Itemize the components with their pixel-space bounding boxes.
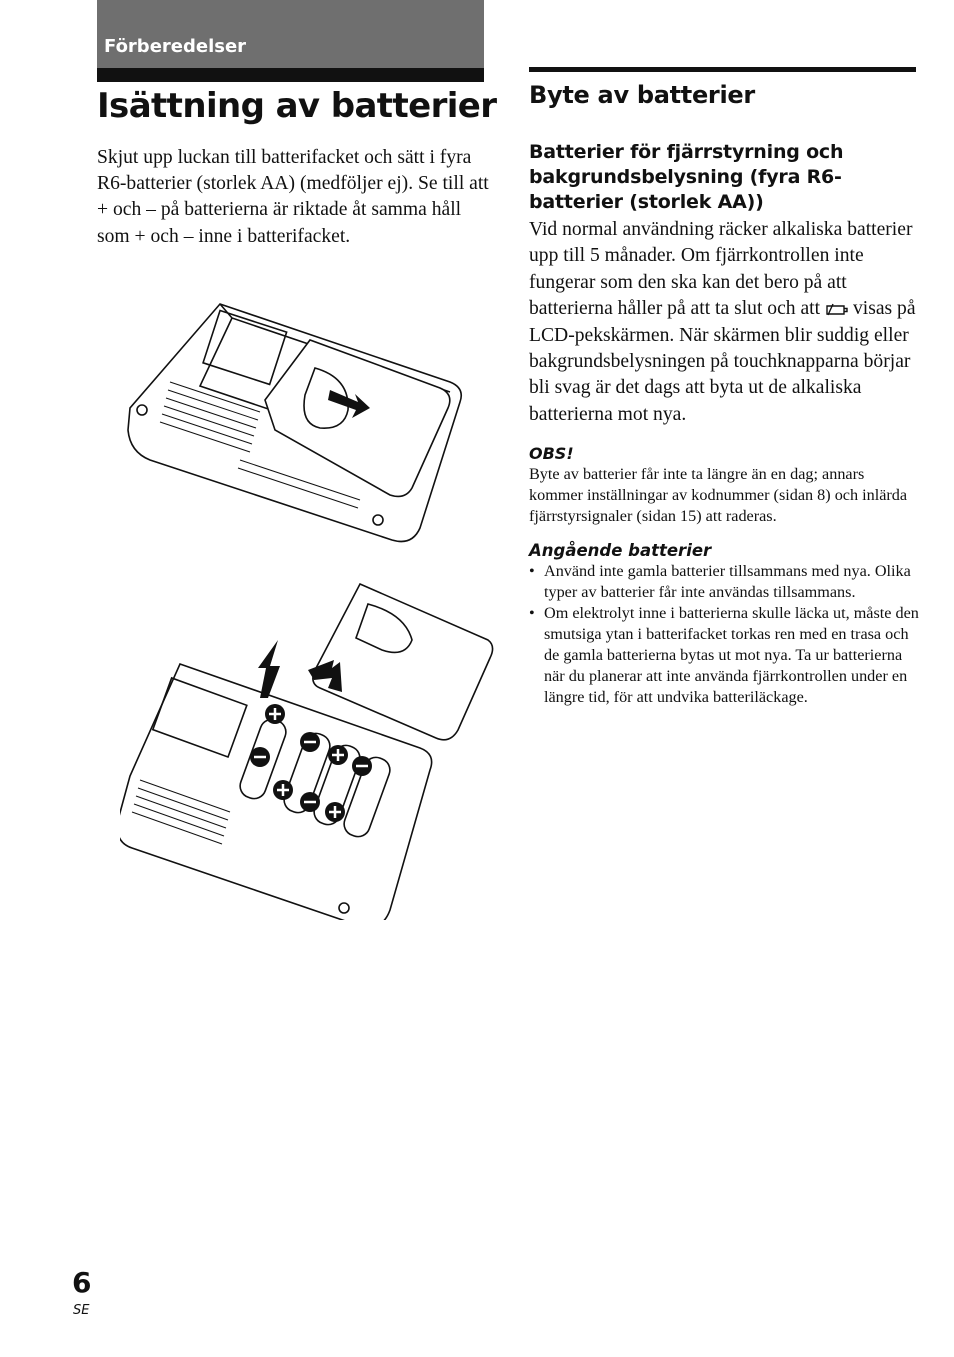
page-title: Isättning av batterier [97,86,497,126]
list-item-text: Om elektrolyt inne i batterierna skulle läcka ut, måste den smutsiga ytan i batterifacket torkas ren med en trasa och de gamla batterierna bytas ut mot nya. Ta ur batterierna när du planerar att inte använda fjärrkontrollen under en längre tid, för att undvika batteriläckage. [544,604,919,707]
list-item [529,603,919,708]
about-batteries-list [529,561,919,708]
remote-cover-open-illustration [128,304,461,542]
remote-batteries-illustration [120,584,493,920]
about-batteries-heading: Angående batterier [529,541,712,561]
battery-illustration [120,290,500,920]
battery-low-icon [825,303,849,317]
header-rule-right [529,67,916,72]
list-item-text: Använd inte gamla batterier tillsammans med nya. Olika typer av batterier får inte användas tillsammans. [544,562,911,602]
right-column [529,80,919,708]
subsection-title: Batterier för fjärrstyrning och bakgrundsbelysning (fyra R6-batterier (storlek AA)) [529,141,844,213]
obs-heading: OBS! [529,444,574,464]
obs-text: Byte av batterier får inte ta längre än en dag; annars kommer inställningar av kodnummer (sidan 8) och inlärda fjärrstyrsignaler (sidan 15) att raderas. [529,465,908,526]
bullet: • [529,604,535,623]
header-rule-left [97,68,484,82]
bullet: • [529,562,535,581]
replacement-text-end: visas på LCD-pekskärmen. När skärmen blir suddig eller bakgrundsbelysningen på touchknapparna börjar bli svag är det dags att byta ut de alkaliska batterierna mot nya. [529,298,916,425]
list-item [529,561,919,603]
section-label: Förberedelser [104,36,247,57]
intro-paragraph: Skjut upp luckan till batterifacket och sätt i fyra R6-batterier (storlek AA) (medföljer ej). Se till att + och – på batterierna är riktade åt samma håll som + och – inne i batterifacket. [97,147,489,247]
replacement-text-start: Vid normal användning räcker alkaliska batterier upp till 5 månader. Om fjärrkontrollen inte fungerar som den ska kan det bero på att batterierna håller på att ta slut och att [529,219,913,320]
page-number: 6 [72,1266,92,1299]
section-title: Byte av batterier [529,81,755,109]
language-code: SE [73,1303,90,1318]
section-tab [97,0,484,68]
replacement-paragraph [529,217,919,428]
